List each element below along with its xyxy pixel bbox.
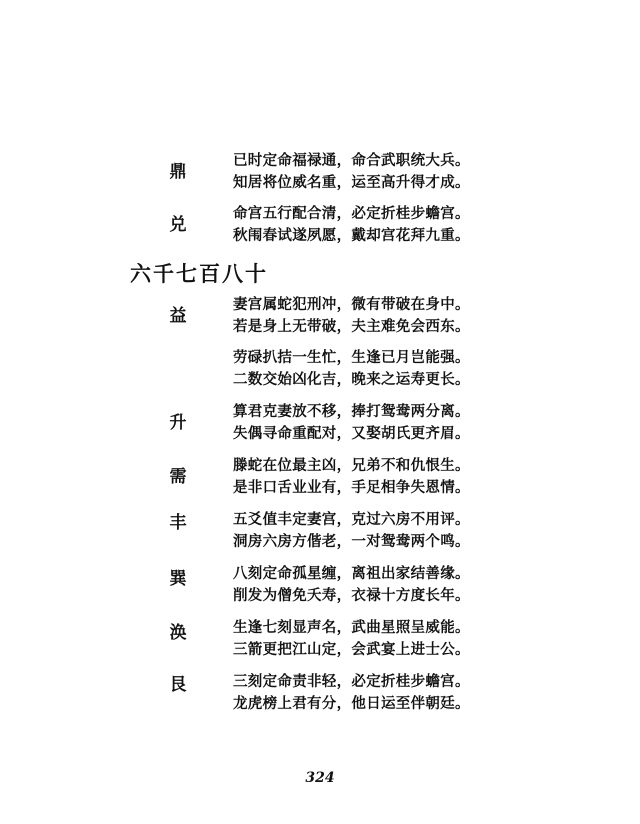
verse-line: 妻宫属蛇犯刑冲，微有带破在身中。	[233, 296, 470, 313]
verse-text	[233, 509, 470, 553]
hexagram-label: 艮	[169, 675, 187, 695]
verse-text	[233, 401, 470, 445]
verse-text	[233, 203, 470, 247]
verse-line: 洞房六房方偕老，一对鸳鸯两个鸣。	[233, 533, 470, 550]
hexagram-label: 需	[169, 467, 187, 487]
verse-line: 二数交始凶化吉，晚来之运寿更长。	[233, 371, 470, 388]
verse-line: 劳碌扒拮一生忙，生逢已月岂能强。	[233, 349, 470, 366]
hexagram-label: 巽	[169, 569, 187, 589]
hexagram-label: 兑	[169, 215, 187, 235]
verse-line: 已时定命福禄通，命合武职统大兵。	[233, 152, 470, 169]
verse-line: 削发为僧免夭寿，衣禄十方度长年。	[233, 587, 470, 604]
verse-line: 八刻定命孤星缠，离祖出家结善缘。	[233, 565, 470, 582]
verse-text	[233, 294, 470, 338]
verse-line: 命宫五行配合清，必定折桂步蟾宫。	[233, 205, 470, 222]
verse-line: 是非口舌业业有，手足相争失恩情。	[233, 479, 470, 496]
hexagram-label: 涣	[169, 623, 187, 643]
section-heading: 六千七百八十	[130, 261, 268, 286]
page-number: 324	[305, 770, 335, 786]
verse-line: 若是身上无带破，夫主难免会西东。	[233, 318, 470, 335]
verse-line: 三箭更把江山定，会武宴上进士公。	[233, 641, 470, 658]
verse-text	[233, 150, 470, 194]
hexagram-label: 益	[169, 306, 187, 326]
verse-line: 秋闱春试遂夙愿，戴却宫花拜九重。	[233, 227, 470, 244]
verse-text	[233, 455, 470, 499]
verse-line: 龙虎榜上君有分，他日运至伴朝廷。	[233, 695, 470, 712]
hexagram-label: 升	[169, 413, 187, 433]
verse-line: 滕蛇在位最主凶，兄弟不和仇恨生。	[233, 457, 470, 474]
verse-line: 算君克妻放不移，捧打鸳鸯两分离。	[233, 403, 470, 420]
hexagram-label: 丰	[169, 513, 187, 533]
verse-text	[233, 347, 470, 391]
verse-line: 失偶寻命重配对，又娶胡氏更齐眉。	[233, 425, 470, 442]
verse-text	[233, 617, 470, 661]
hexagram-label: 鼎	[169, 162, 187, 182]
verse-line: 三刻定命责非轻，必定折桂步蟾宫。	[233, 673, 470, 690]
verse-line: 五爻值丰定妻宫，克过六房不用评。	[233, 511, 470, 528]
verse-text	[233, 671, 470, 715]
verse-line: 知居将位威名重，运至高升得才成。	[233, 174, 470, 191]
verse-text	[233, 563, 470, 607]
verse-line: 生逢七刻显声名，武曲星照呈威能。	[233, 619, 470, 636]
